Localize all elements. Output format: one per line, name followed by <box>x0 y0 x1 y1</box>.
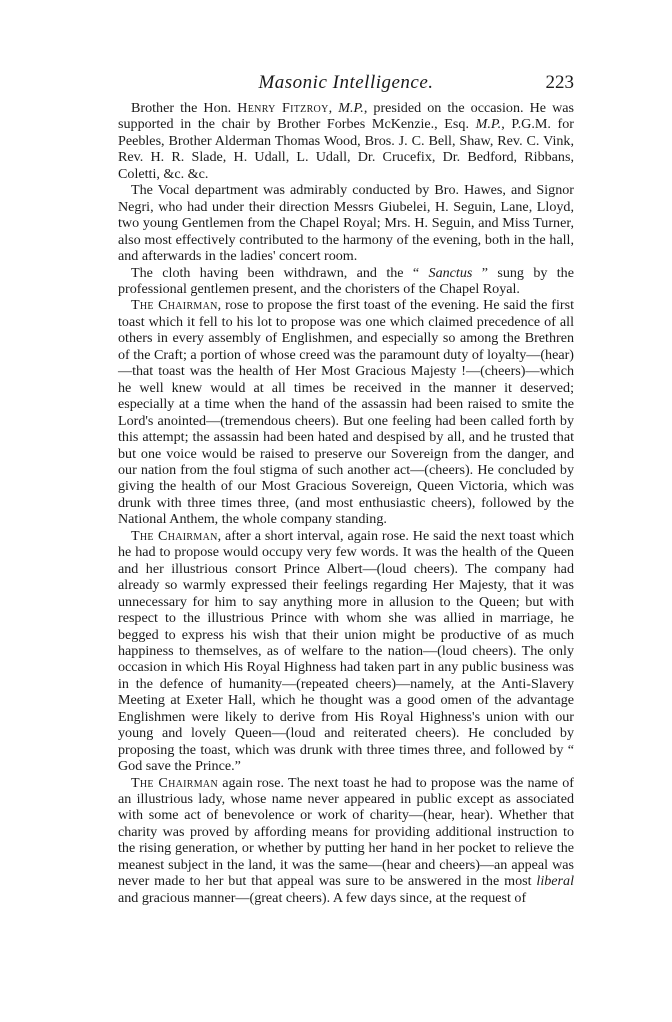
paragraph-2: The Vocal department was admirably conducted by Bro. Hawes, and Signor Negri, who had under their direction Messrs Giubelei, H. Seguin, Lane, Lloyd, two young Gentlemen from the Chapel Royal; Mrs. H. Seguin, and Miss Turner, also most effectively contributed to the harmony of the evening, both in the hall, and afterwards in the ladies' concert room. <box>118 182 574 265</box>
title-abbrev: M.P. <box>475 116 502 133</box>
speaker-name: The Chairman <box>131 527 218 544</box>
emphasis: Sanctus <box>428 264 473 281</box>
text-run: and gracious manner—(great cheers). A few days since, at the request of <box>118 889 527 906</box>
running-title: Masonic Intelligence. <box>258 72 434 93</box>
text-run: , P.G.M. for Peebles, Brother Alderman Thomas Wood, Bros. J. C. Bell, Shaw, Rev. C. Vink, Rev. H. R. Slade, H. Udall, L. Udall, Dr. Crucefix, Dr. Bedford, Ribbans, Coletti, &c. &c. <box>118 116 574 182</box>
emphasis: liberal <box>536 873 574 890</box>
speaker-name: The Chairman <box>131 774 218 791</box>
text-run: again rose. The next toast he had to propose was the name of an illustrious lady, whose name never appeared in public except as associated with some act of benevolence or work of charity—(hear, hear). Whether that charity was proved by affording means for providing additional instruction to the rising generation, or whether by putting her hand in her pocket to relieve the meanest subject in the land, it was the same—(hear and cheers)—an appeal was never made to her but that appeal was sure to be answered in the most <box>118 774 574 890</box>
text-run: , <box>328 100 339 116</box>
text-run: The cloth having been withdrawn, and the “ <box>131 264 429 281</box>
paragraph-1 <box>118 100 574 182</box>
paragraph-6 <box>118 775 574 907</box>
title-abbrev: M.P. <box>338 100 364 116</box>
article-body <box>118 100 574 906</box>
text-run: , after a short interval, again rose. He said the next toast which he had to propose would occupy very few words. It was the health of the Queen and her illustrious consort Prince Albert—(loud cheers). The company had already so warmly expressed their feelings regarding Her Majesty, that it was unnecessary for him to say anything more in allusion to the Queen; but with respect to the illustrious Prince with whom she was allied in marriage, he begged to express his wish that their union might be productive of as much happiness to themselves, as of welfare to the nation—(loud cheers). The only occasion in which His Royal Highness had taken part in any public business was in the defence of humanity—(repeated cheers)—namely, at the Anti-Slavery Meeting at Exeter Hall, which he thought was a good omen of the advantage Englishmen were likely to derive from His Royal Highness's union with our young and lovely Queen—(loud and reiterated cheers). He concluded by proposing the toast, which was drunk with three times three, and followed by “ God save the Prince.” <box>118 527 574 775</box>
speaker-name: The Chairman <box>131 297 218 314</box>
text-run: ” sung by the professional gentlemen present, and the choristers of the Chapel Royal. <box>118 264 574 297</box>
text-run: , presided on the occasion. He was supported in the chair by Brother Forbes McKenzie., Esq. <box>118 100 575 133</box>
paragraph-5 <box>118 528 574 775</box>
text-run: Brother the Hon. <box>131 100 238 116</box>
paragraph-4 <box>118 297 574 527</box>
person-name: Henry Fitzroy <box>237 100 329 116</box>
paragraph-3 <box>118 265 574 298</box>
page-number: 223 <box>545 72 574 93</box>
text-run: , rose to propose the first toast of the evening. He said the first toast which it fell to his lot to propose was one which claimed precedence of all others in every assembly of Englishmen, and especially so among the Brethren of the Craft; a portion of whose creed was the paramount duty of loyalty—(hear)—that toast was the health of Her Most Gracious Majesty !—(cheers)—which he well knew would at all times be received in the manner it deserved; especially at a time when the hand of the assassin had been raised to smite the Lord's anointed—(tremendous cheers). But one feeling had been called forth by this attempt; the assassin had been hated and despised by all, and he trusted that but one voice would be raised to preserve our Sovereign from the danger, and our nation from the foul stigma of such another act—(cheers). He concluded by giving the health of our Most Gracious Sovereign, Queen Victoria, which was drunk with three times three, (and most enthusiastic cheers), followed by the National Anthem, the whole company standing. <box>118 297 574 528</box>
page-header <box>118 72 574 100</box>
